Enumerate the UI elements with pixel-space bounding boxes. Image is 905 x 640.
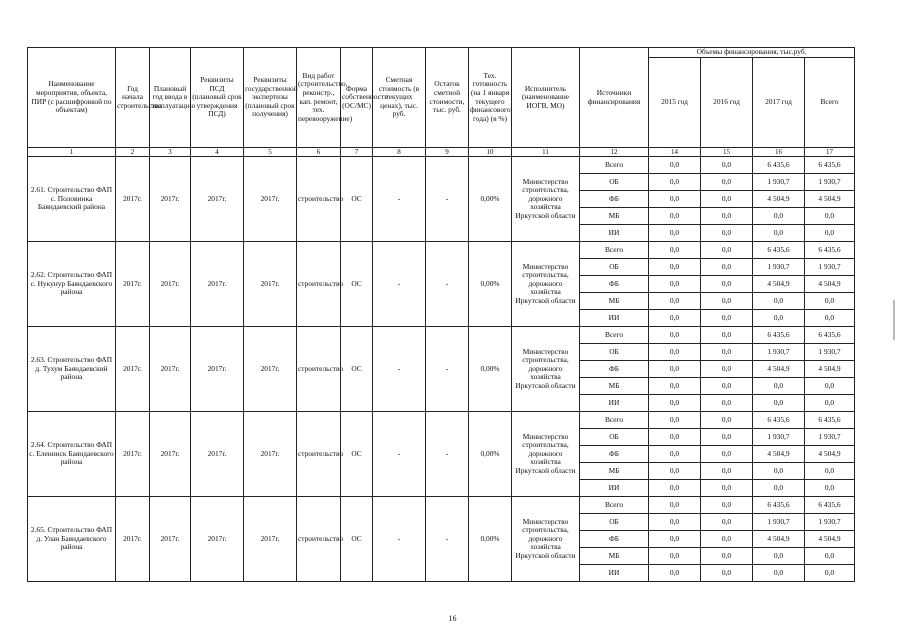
psd-date: 2017г. [191,412,244,497]
value-total: 1 930,7 [805,429,855,446]
header-cell: Форма собственности (ОС/МС) [341,48,373,148]
column-number: 3 [150,148,191,157]
header-cell: Источники финансирования [580,48,649,148]
start-year: 2017г. [116,242,150,327]
value-2015: 0,0 [649,378,701,395]
funding-source: МБ [580,548,649,565]
table-header [28,48,855,157]
scan-artifact [893,300,895,340]
value-2015: 0,0 [649,157,701,174]
funding-source: Всего [580,242,649,259]
funding-source: Всего [580,157,649,174]
value-total: 0,0 [805,395,855,412]
value-2016: 0,0 [701,548,753,565]
funding-source: Всего [580,497,649,514]
value-2016: 0,0 [701,463,753,480]
value-total: 4 504,9 [805,446,855,463]
value-2017: 0,0 [753,395,805,412]
funding-source: ИИ [580,395,649,412]
executor: Министерство строительства, дорожного хозяйства Иркутской области [512,497,580,582]
value-2016: 0,0 [701,429,753,446]
funding-source: ФБ [580,276,649,293]
value-2015: 0,0 [649,514,701,531]
value-2016: 0,0 [701,174,753,191]
ownership-form: ОС [341,327,373,412]
column-number: 10 [469,148,512,157]
expertise-date: 2017г. [244,157,297,242]
estimate-cost: - [373,157,426,242]
value-total: 6 435,6 [805,412,855,429]
executor: Министерство строительства, дорожного хозяйства Иркутской области [512,327,580,412]
value-total: 6 435,6 [805,327,855,344]
estimate-cost: - [373,327,426,412]
value-total: 6 435,6 [805,497,855,514]
year-header: 2015 год [649,58,701,148]
value-2017: 0,0 [753,548,805,565]
work-type: строительство [297,497,341,582]
value-2017: 0,0 [753,480,805,497]
value-2015: 0,0 [649,191,701,208]
object-name: 2.64. Строительство ФАП с. Еленинск Баяндаевского района [28,412,116,497]
psd-date: 2017г. [191,327,244,412]
header-cell: Сметная стоимость (в текущих ценах), тыс. руб. [373,48,426,148]
value-2016: 0,0 [701,157,753,174]
value-total: 1 930,7 [805,259,855,276]
funding-source: ОБ [580,344,649,361]
value-total: 0,0 [805,225,855,242]
commission-year: 2017г. [150,157,191,242]
funding-source: ИИ [580,225,649,242]
column-number: 6 [297,148,341,157]
value-2015: 0,0 [649,412,701,429]
commission-year: 2017г. [150,327,191,412]
work-type: строительство [297,157,341,242]
remaining-cost: - [426,412,469,497]
table-row [28,242,855,259]
executor: Министерство строительства, дорожного хозяйства Иркутской области [512,412,580,497]
value-2016: 0,0 [701,242,753,259]
estimate-cost: - [373,497,426,582]
value-2016: 0,0 [701,378,753,395]
header-cell: Реквизиты ПСД (плановый срок утверждения ПСД) [191,48,244,148]
psd-date: 2017г. [191,157,244,242]
value-2017: 4 504,9 [753,276,805,293]
work-type: строительство [297,327,341,412]
funding-source: ОБ [580,514,649,531]
value-2017: 1 930,7 [753,174,805,191]
value-2017: 6 435,6 [753,327,805,344]
remaining-cost: - [426,157,469,242]
column-number: 8 [373,148,426,157]
value-2015: 0,0 [649,395,701,412]
value-2015: 0,0 [649,327,701,344]
object-name: 2.62. Строительство ФАП с. Нукунур Баяндаевского района [28,242,116,327]
value-2017: 4 504,9 [753,361,805,378]
column-numbers-row [28,148,855,157]
value-2017: 0,0 [753,565,805,582]
table-body [28,157,855,582]
work-type: строительство [297,242,341,327]
column-number: 4 [191,148,244,157]
value-total: 0,0 [805,378,855,395]
start-year: 2017г. [116,327,150,412]
value-2016: 0,0 [701,344,753,361]
column-number: 5 [244,148,297,157]
value-total: 1 930,7 [805,174,855,191]
value-2017: 1 930,7 [753,514,805,531]
value-2015: 0,0 [649,310,701,327]
value-total: 0,0 [805,208,855,225]
expertise-date: 2017г. [244,327,297,412]
value-2017: 6 435,6 [753,412,805,429]
header-cell: Вид работ (строительство, реконстр., кап. ремонт, тех. перевооружение) [297,48,341,148]
table-row [28,497,855,514]
funding-source: МБ [580,208,649,225]
work-type: строительство [297,412,341,497]
value-2015: 0,0 [649,293,701,310]
column-number: 16 [753,148,805,157]
header-cell: Год начала строительства [116,48,150,148]
value-2017: 4 504,9 [753,531,805,548]
value-total: 4 504,9 [805,191,855,208]
technical-readiness: 0,00% [469,327,512,412]
value-2016: 0,0 [701,412,753,429]
expertise-date: 2017г. [244,497,297,582]
financing-table [27,47,855,582]
psd-date: 2017г. [191,497,244,582]
value-2016: 0,0 [701,361,753,378]
value-total: 0,0 [805,480,855,497]
column-number: 15 [701,148,753,157]
funding-source: МБ [580,463,649,480]
value-total: 4 504,9 [805,531,855,548]
value-2017: 6 435,6 [753,157,805,174]
ownership-form: ОС [341,412,373,497]
expertise-date: 2017г. [244,242,297,327]
value-2015: 0,0 [649,480,701,497]
funding-source: Всего [580,412,649,429]
value-total: 0,0 [805,463,855,480]
value-2017: 0,0 [753,225,805,242]
technical-readiness: 0,00% [469,497,512,582]
value-2015: 0,0 [649,174,701,191]
table-row [28,157,855,174]
year-header: 2016 год [701,58,753,148]
column-number: 17 [805,148,855,157]
value-total: 4 504,9 [805,361,855,378]
value-2017: 4 504,9 [753,446,805,463]
value-total: 4 504,9 [805,276,855,293]
funding-source: ФБ [580,361,649,378]
value-total: 0,0 [805,565,855,582]
value-2016: 0,0 [701,395,753,412]
value-2017: 0,0 [753,293,805,310]
executor: Министерство строительства, дорожного хозяйства Иркутской области [512,157,580,242]
value-2015: 0,0 [649,463,701,480]
value-2016: 0,0 [701,565,753,582]
funding-source: ФБ [580,531,649,548]
funding-source: ИИ [580,480,649,497]
value-2015: 0,0 [649,548,701,565]
value-2017: 6 435,6 [753,497,805,514]
start-year: 2017г. [116,157,150,242]
value-2017: 1 930,7 [753,344,805,361]
value-2016: 0,0 [701,293,753,310]
value-2015: 0,0 [649,429,701,446]
value-total: 6 435,6 [805,157,855,174]
value-total: 0,0 [805,548,855,565]
value-2015: 0,0 [649,344,701,361]
funding-source: Всего [580,327,649,344]
expertise-date: 2017г. [244,412,297,497]
header-cell: Наименование мероприятия, объекта, ПИР (с расшифровкой по объектам) [28,48,116,148]
value-2015: 0,0 [649,276,701,293]
remaining-cost: - [426,327,469,412]
year-header: 2017 год [753,58,805,148]
funding-source: МБ [580,293,649,310]
estimate-cost: - [373,412,426,497]
column-number: 9 [426,148,469,157]
object-name: 2.65. Строительство ФАП д. Улан Баяндаевского района [28,497,116,582]
funding-source: ОБ [580,174,649,191]
psd-date: 2017г. [191,242,244,327]
ownership-form: ОС [341,497,373,582]
technical-readiness: 0,00% [469,412,512,497]
funding-source: ФБ [580,191,649,208]
value-total: 1 930,7 [805,514,855,531]
value-2016: 0,0 [701,514,753,531]
value-2015: 0,0 [649,259,701,276]
remaining-cost: - [426,242,469,327]
value-2015: 0,0 [649,361,701,378]
value-2016: 0,0 [701,327,753,344]
value-2016: 0,0 [701,446,753,463]
funding-group-header: Объемы финансирования, тыс.руб. [649,48,855,58]
object-name: 2.61. Строительство ФАП с. Половинка Баяндаевский района [28,157,116,242]
estimate-cost: - [373,242,426,327]
object-name: 2.63. Строительство ФАП д. Тухум Баяндаевский района [28,327,116,412]
commission-year: 2017г. [150,497,191,582]
value-2017: 0,0 [753,378,805,395]
value-2015: 0,0 [649,497,701,514]
column-number: 14 [649,148,701,157]
header-cell: Плановый год ввода в эксплуатацию [150,48,191,148]
ownership-form: ОС [341,242,373,327]
column-number: 11 [512,148,580,157]
value-2016: 0,0 [701,531,753,548]
value-2015: 0,0 [649,242,701,259]
funding-source: ОБ [580,259,649,276]
value-total: 6 435,6 [805,242,855,259]
start-year: 2017г. [116,497,150,582]
column-number: 2 [116,148,150,157]
value-2015: 0,0 [649,225,701,242]
column-number: 7 [341,148,373,157]
value-2016: 0,0 [701,208,753,225]
value-2016: 0,0 [701,310,753,327]
value-2016: 0,0 [701,225,753,242]
value-2017: 0,0 [753,463,805,480]
value-total: 1 930,7 [805,344,855,361]
header-cell: Реквизиты государственной экспертизы (плановый срок получения) [244,48,297,148]
table-row [28,327,855,344]
header-cell: Исполнитель (наименование ИОГВ, МО) [512,48,580,148]
value-2017: 1 930,7 [753,429,805,446]
column-number: 1 [28,148,116,157]
value-2016: 0,0 [701,497,753,514]
value-2017: 0,0 [753,310,805,327]
value-total: 0,0 [805,310,855,327]
page-number: 16 [448,614,457,623]
year-header: Всего [805,58,855,148]
value-2017: 0,0 [753,208,805,225]
technical-readiness: 0,00% [469,242,512,327]
value-2015: 0,0 [649,446,701,463]
table-row [28,412,855,429]
commission-year: 2017г. [150,412,191,497]
value-2017: 6 435,6 [753,242,805,259]
funding-source: ИИ [580,310,649,327]
value-2016: 0,0 [701,259,753,276]
header-cell: Остаток сметной стоимости, тыс. руб. [426,48,469,148]
ownership-form: ОС [341,157,373,242]
funding-source: ОБ [580,429,649,446]
value-2016: 0,0 [701,480,753,497]
value-2015: 0,0 [649,208,701,225]
commission-year: 2017г. [150,242,191,327]
funding-source: ИИ [580,565,649,582]
remaining-cost: - [426,497,469,582]
value-2015: 0,0 [649,565,701,582]
technical-readiness: 0,00% [469,157,512,242]
header-cell: Тех. готовность (на 1 января текущего финансового года) (в %) [469,48,512,148]
column-number: 12 [580,148,649,157]
funding-source: МБ [580,378,649,395]
value-2016: 0,0 [701,191,753,208]
value-2015: 0,0 [649,531,701,548]
funding-source: ФБ [580,446,649,463]
start-year: 2017г. [116,412,150,497]
executor: Министерство строительства, дорожного хозяйства Иркутской области [512,242,580,327]
value-2017: 4 504,9 [753,191,805,208]
value-2017: 1 930,7 [753,259,805,276]
value-2016: 0,0 [701,276,753,293]
value-total: 0,0 [805,293,855,310]
